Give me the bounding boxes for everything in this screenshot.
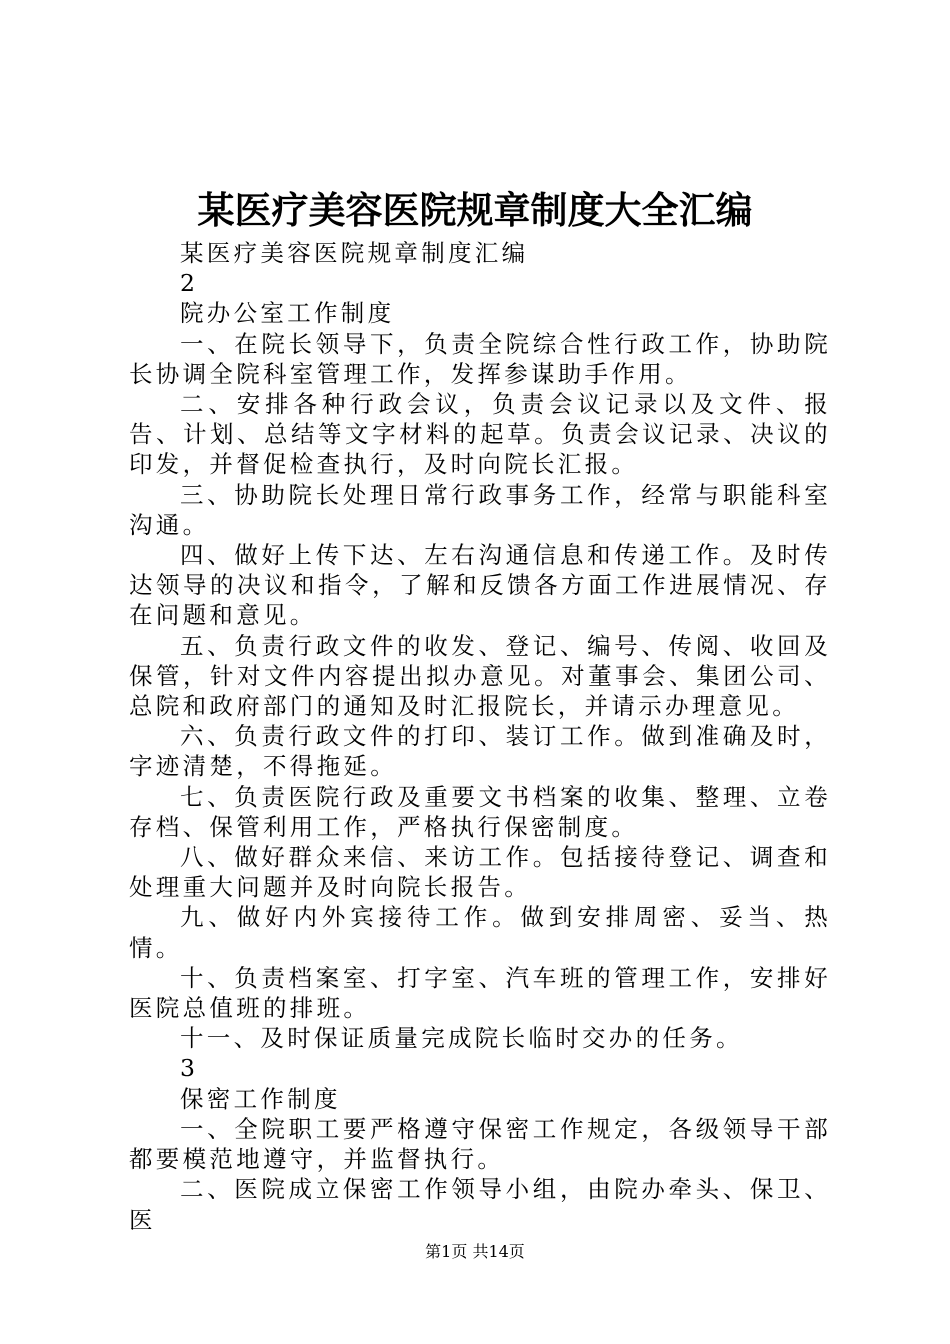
paragraph: 一、在院长领导下，负责全院综合性行政工作，协助院长协调全院科室管理工作，发挥参谋助手作用。: [129, 329, 831, 388]
paragraph: 二、医院成立保密工作领导小组，由院办牵头、保卫、医: [129, 1175, 831, 1234]
paragraph: 十一、及时保证质量完成院长临时交办的任务。: [180, 1024, 743, 1053]
paragraph: 九、做好内外宾接待工作。做到安排周密、妥当、热情。: [129, 903, 831, 962]
paragraph: 2: [180, 269, 199, 298]
paragraph: 院办公室工作制度: [180, 299, 395, 328]
paragraph: 七、负责医院行政及重要文书档案的收集、整理、立卷存档、保管利用工作，严格执行保密制度。: [129, 782, 831, 841]
document-title: 某医疗美容医院规章制度大全汇编: [197, 188, 753, 232]
paragraph: 保密工作制度: [180, 1084, 341, 1113]
paragraph: 八、做好群众来信、来访工作。包括接待登记、调查和处理重大问题并及时向院长报告。: [129, 843, 831, 902]
document-body: [129, 238, 831, 1235]
paragraph: 六、负责行政文件的打印、装订工作。做到准确及时，字迹清楚，不得拖延。: [129, 722, 831, 781]
paragraph: 3: [180, 1054, 199, 1083]
paragraph: 某医疗美容医院规章制度汇编: [180, 239, 529, 267]
paragraph: 五、负责行政文件的收发、登记、编号、传阅、收回及保管，针对文件内容提出拟办意见。对董事会、集团公司、总院和政府部门的通知及时汇报院长，并请示办理意见。: [129, 631, 831, 721]
paragraph: 一、全院职工要严格遵守保密工作规定，各级领导干部都要模范地遵守，并监督执行。: [129, 1114, 831, 1174]
paragraph: 四、做好上传下达、左右沟通信息和传递工作。及时传达领导的决议和指令，了解和反馈各方面工作进展情况、存在问题和意见。: [129, 541, 831, 630]
page-footer: 第1页 共14页: [425, 1242, 525, 1261]
paragraph: 三、协助院长处理日常行政事务工作，经常与职能科室沟通。: [129, 480, 831, 539]
paragraph: 十、负责档案室、打字室、汽车班的管理工作，安排好医院总值班的排班。: [129, 963, 831, 1023]
paragraph: 二、安排各种行政会议，负责会议记录以及文件、报告、计划、总结等文字材料的起草。负责会议记录、决议的印发，并督促检查执行，及时向院长汇报。: [129, 390, 831, 479]
